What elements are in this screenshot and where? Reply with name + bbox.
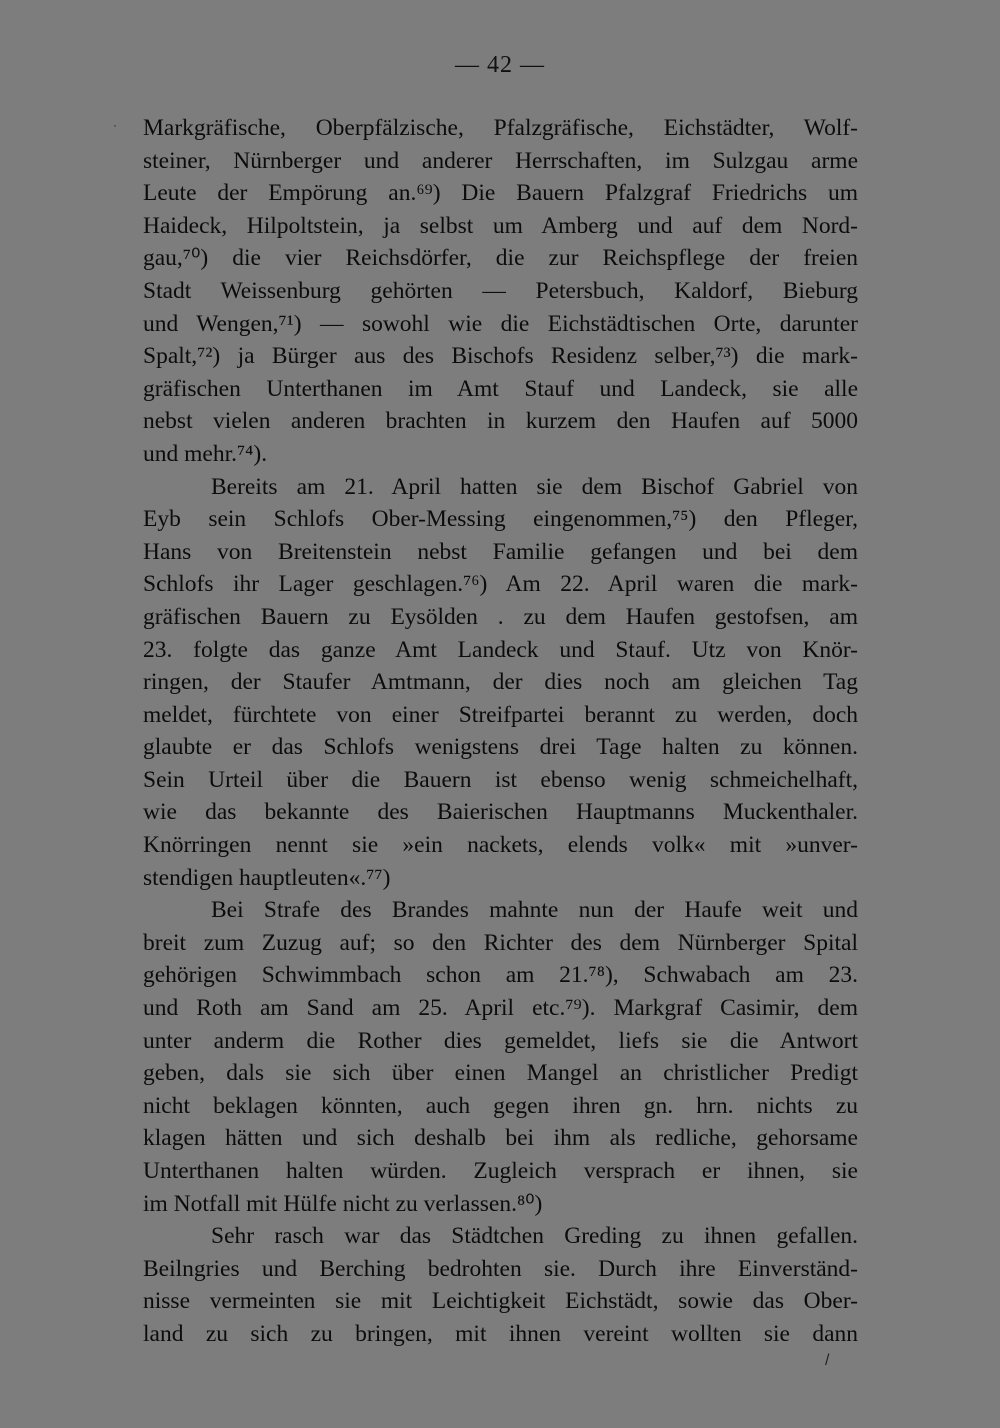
text-line: und Wengen,⁷¹) — sowohl wie die Eichstädtischen Orte, darunter [143,310,858,337]
text-line: 23. folgte das ganze Amt Landeck und Stauf. Utz von Knör- [143,636,858,663]
text-line: Spalt,⁷²) ja Bürger aus des Bischofs Residenz selber,⁷³) die mark- [143,343,858,370]
text-line: wie das bekannte des Baierischen Hauptmanns Muckenthaler. [143,799,858,826]
paragraph-end-line: im Notfall mit Hülfe nicht zu verlassen.⁸⁰) [143,1190,543,1217]
text-line: steiner, Nürnberger und anderer Herrschaften, im Sulzgau arme [143,147,858,174]
text-line: unter anderm die Rother dies gemeldet, liefs sie die Antwort [143,1027,858,1054]
paragraph-end-line: stendigen hauptleuten«.⁷⁷) [143,864,391,891]
text-line: Sein Urteil über die Bauern ist ebenso wenig schmeichelhaft, [143,766,858,793]
text-line: klagen hätten und sich deshalb bei ihm als redliche, gehorsame [143,1125,858,1152]
text-line: Stadt Weissenburg gehörten — Petersbuch, Kaldorf, Bieburg [143,277,858,304]
text-line: land zu sich zu bringen, mit ihnen vereint wollten sie dann [143,1320,858,1347]
text-line: Haideck, Hilpoltstein, ja selbst um Amberg und auf dem Nord- [143,212,858,239]
text-line: Hans von Breitenstein nebst Familie gefangen und bei dem [143,538,858,565]
text-line: Markgräfische, Oberpfälzische, Pfalzgräfische, Eichstädter, Wolf- [143,115,858,141]
text-line: gehörigen Schwimmbach schon am 21.⁷⁸), Schwabach am 23. [143,962,858,989]
text-line: gau,⁷⁰) die vier Reichsdörfer, die zur Reichspflege der freien [143,245,858,272]
paragraph-end-line: und mehr.⁷⁴). [143,440,268,467]
text-line: breit zum Zuzug auf; so den Richter des dem Nürnberger Spital [143,929,858,956]
text-line: ringen, der Staufer Amtmann, der dies noch am gleichen Tag [143,669,858,696]
margin-mark: / [825,1352,830,1369]
text-line: Unterthanen halten würden. Zugleich versprach er ihnen, sie [143,1158,858,1184]
text-line: gräfischen Unterthanen im Amt Stauf und Landeck, sie alle [143,375,858,402]
text-line: Beilngries und Berching bedrohten sie. Durch ihre Einverständ- [143,1255,858,1282]
page-number: — 42 — [455,52,545,78]
paragraph-start-line: Sehr rasch war das Städtchen Greding zu ihnen gefallen. [211,1223,858,1250]
paragraph-start-line: Bereits am 21. April hatten sie dem Bischof Gabriel von [211,473,858,500]
text-line: und Roth am Sand am 25. April etc.⁷⁹). Markgraf Casimir, dem [143,995,858,1022]
text-line: nicht beklagen könnten, auch gegen ihren gn. hrn. nichts zu [143,1092,858,1119]
text-line: Eyb sein Schlofs Ober-Messing eingenommen,⁷⁵) den Pfleger, [143,506,858,533]
text-line: glaubte er das Schlofs wenigstens drei Tage halten zu können. [143,734,858,761]
text-line: Schlofs ihr Lager geschlagen.⁷⁶) Am 22. April waren die mark- [143,571,858,598]
text-line: meldet, fürchtete von einer Streifpartei berannt zu werden, doch [143,701,858,728]
body-text [143,112,858,1351]
text-line: nebst vielen anderen brachten in kurzem den Haufen auf 5000 [143,408,858,435]
text-line: Leute der Empörung an.⁶⁹) Die Bauern Pfalzgraf Friedrichs um [143,180,858,207]
text-line: Knörringen nennt sie »ein nackets, elends volk« mit »unver- [143,832,858,859]
paragraph-start-line: Bei Strafe des Brandes mahnte nun der Haufe weit und [211,897,858,924]
text-line: gräfischen Bauern zu Eysölden . zu dem Haufen gestofsen, am [143,603,858,630]
margin-mark: · [113,118,117,132]
text-line: nisse vermeinten sie mit Leichtigkeit Eichstädt, sowie das Ober- [143,1288,858,1315]
text-line: geben, dals sie sich über einen Mangel an christlicher Predigt [143,1060,858,1087]
